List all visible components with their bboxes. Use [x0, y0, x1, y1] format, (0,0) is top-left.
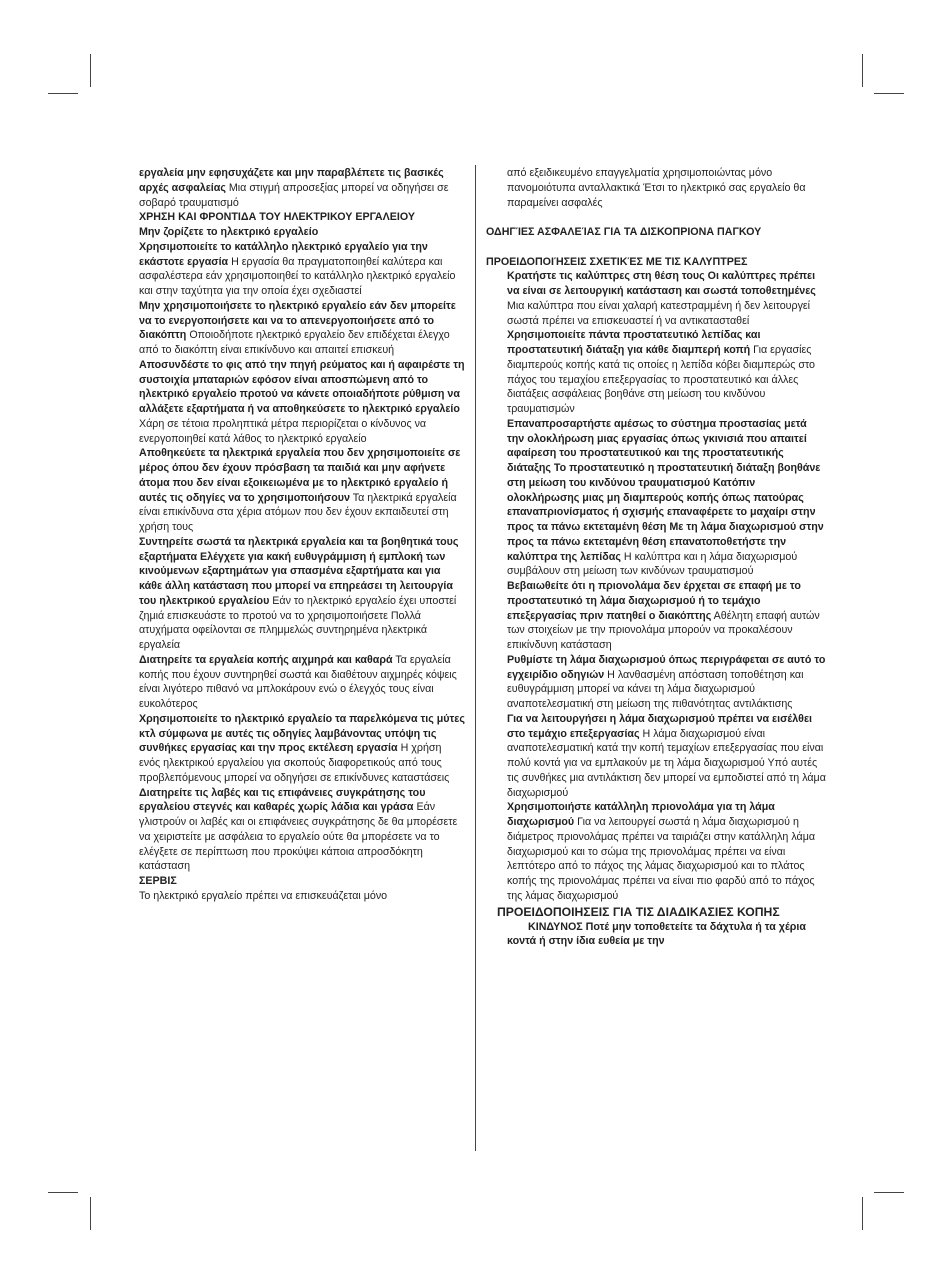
section-heading-table-saw: ΟΔΗΓΊΕΣ ΑΣΦΑΛΕΊΑΣ ΓΙΑ ΤΑ ΔΙΣΚΟΠΡΙΟΝΑ ΠΑΓΚΟΥ: [486, 226, 762, 238]
paragraph: Χρησιμοποιήστε κατάλληλη πριονολάμα για τη λάμα διαχωρισμού Για να λειτουργεί σωστά η λάμα διαχωρισμού η διάμετρος πριονολάμας πρέπει να ταιριάζει στην κατάλληλη λάμα διαχωρισμού και το σώμα της πριονολάμας πρέπει να είναι λεπτότερο από το πάχος της λάμας διαχωρισμού και το πλάτος κοπής της πριονολάμας πρέπει να είναι πιο φαρδύ από το πάχος της λάμας διαχωρισμού: [507, 801, 816, 902]
crop-mark-top-left: [90, 54, 91, 87]
paragraph: Για να λειτουργήσει η λάμα διαχωρισμού πρέπει να εισέλθει στο τεμάχιο επεξεργασίας Η λάμα διαχωρισμού είναι αναποτελεσματική κατά την κοπή τεμαχίων επεξεργασίας που είναι πολύ κοντά για να εμπλακούν με τη λάμα διαχωρισμού Υπό αυτές τις συνθήκες μια αντιλάκτιση δεν μπορεί να εμποδιστεί από τη λάμα διαχωρισμού: [507, 712, 826, 799]
left-column: [139, 166, 465, 904]
crop-mark-bottom-left: [90, 1197, 91, 1230]
paragraph: Αποθηκεύετε τα ηλεκτρικά εργαλεία που δεν χρησιμοποιείτε σε μέρος όπου δεν έχουν πρόσβαση τα παιδιά και μην αφήνετε άτομα που δεν είναι εξοικειωμένα με το ηλεκτρικό εργαλείο ή αυτές τις οδηγίες να το χρησιμοποιήσουν Τα ηλεκτρικά εργαλεία είναι επικίνδυνα στα χέρια ατόμων που δεν έχουν εκπαιδευτεί στη χρήση τους: [139, 447, 461, 533]
crop-mark-top-left-h: [48, 93, 78, 94]
paragraph: Συντηρείτε σωστά τα ηλεκτρικά εργαλεία και τα βοηθητικά τους εξαρτήματα Ελέγχετε για κακή ευθυγράμμιση ή εμπλοκή των κινούμενων εξαρτημάτων για σπασμένα εξαρτήματα και για κάθε άλλη κατάσταση που μπορεί να επηρεάσει τη λειτουργία του ηλεκτρικού εργαλείου Εάν το ηλεκτρικό εργαλείο έχει υποστεί ζημιά επισκευάστε το προτού να το χρησιμοποιήσετε Πολλά ατυχήματα οφείλονται σε πλημμελώς συντηρημένα ηλεκτρικά εργαλεία: [139, 535, 459, 651]
paragraph: Αποσυνδέστε το φις από την πηγή ρεύματος και ή αφαιρέστε τη συστοιχία μπαταριών εφόσον είναι αποσπώμενη από το ηλεκτρικό εργαλείο προτού να κάνετε οποιαδήποτε ρύθμιση να αλλάξετε εξαρτήματα ή να αποθηκεύσετε το ηλεκτρικό εργαλείο Χάρη σε τέτοια προληπτικά μέτρα περιορίζεται ο κίνδυνος να ενεργοποιηθεί κατά λάθος το ηλεκτρικό εργαλείο: [139, 358, 465, 445]
paragraph: Χρησιμοποιείτε το κατάλληλο ηλεκτρικό εργαλείο για την εκάστοτε εργασία Η εργασία θα πραγματοποιηθεί καλύτερα και ασφαλέστερα εάν χρησιμοποιηθεί το κατάλληλο ηλεκτρικό εργαλείο και στην ταχύτητα για την οποία έχει σχεδιαστεί: [139, 240, 456, 297]
section-heading-service: ΣΕΡΒΙΣ: [139, 875, 177, 887]
paragraph: Χρησιμοποιείτε πάντα προστατευτικό λεπίδας και προστατευτική διάταξη για κάθε διαμπερή κοπή Για εργασίες διαμπερούς κοπής κατά τις οποίες η λεπίδα κόβει διαμπερώς στο πάχος του τεμαχίου επεξεργασίας το προστατευτικό και άλλες διατάξεις ασφάλειας βοηθάνε στη μείωση του κινδύνου τραυματισμών: [507, 329, 816, 415]
paragraph: εργαλεία μην εφησυχάζετε και μην παραβλέπετε τις βασικές αρχές ασφαλείας Μια στιγμή απροσεξίας μπορεί να οδηγήσει σε σοβαρό τραυματισμό: [139, 167, 449, 209]
paragraph: Χρησιμοποιείτε το ηλεκτρικό εργαλείο τα παρελκόμενα τις μύτες κτλ σύμφωνα με αυτές τις οδηγίες λαμβάνοντας υπόψη τις συνθήκες εργασίας και την προς εκτέλεση εργασία Η χρήση ενός ηλεκτρικού εργαλείου για σκοπούς διαφορετικούς από τους προβλεπόμενους μπορεί να οδηγήσει σε επικίνδυνες καταστάσεις: [139, 712, 465, 784]
section-heading-usage-care: ΧΡΗΣΗ ΚΑΙ ΦΡΟΝΤΙΔΑ ΤΟΥ ΗΛΕΚΤΡΙΚΟΥ ΕΡΓΑΛΕΙΟΥ: [139, 211, 415, 224]
paragraph: Διατηρείτε τα εργαλεία κοπής αιχμηρά και καθαρά Τα εργαλεία κοπής που έχουν συντηρηθεί σωστά και διαθέτουν αιχμηρές κόψεις είναι λιγότερο πιθανό να μπλοκάρουν ενώ ο έλεγχός τους είναι ευκολότερος: [139, 653, 457, 710]
paragraph: Το ηλεκτρικό εργαλείο πρέπει να επισκευάζεται μόνο: [139, 889, 388, 902]
paragraph: Βεβαιωθείτε ότι η πριονολάμα δεν έρχεται σε επαφή με το προστατευτικό τη λάμα διαχωρισμού ή το τεμάχιο επεξεργασίας πριν πατηθεί ο διακόπτης Αθέλητη επαφή αυτών των στοιχείων με την πριονολάμα μπορούν να προκαλέσουν επικίνδυνη κατάσταση: [507, 580, 820, 651]
section-heading-cutting: ΠΡΟΕΙΔΟΠΟΙΗΣΕΙΣ ΓΙΑ ΤΙΣ ΔΙΑΔΙΚΑΣΙΕΣ ΚΟΠΗΣ: [497, 904, 780, 919]
crop-mark-top-right: [862, 54, 863, 87]
paragraph: Μην χρησιμοποιήσετε το ηλεκτρικό εργαλείο εάν δεν μπορείτε να το ενεργοποιήσετε και να το απενεργοποιήσετε από το διακόπτη Οποιοδήποτε ηλεκτρικό εργαλείο δεν επιδέχεται έλεγχο από το διακόπτη είναι επικίνδυνο και απαιτεί επισκευή: [139, 299, 456, 356]
section-heading-guards: ΠΡΟΕΙΔΟΠΟΙΉΣΕΙΣ ΣΧΕΤΙΚΈΣ ΜΕ ΤΙΣ ΚΑΛΥΠΤΡΕΣ: [486, 255, 748, 268]
paragraph: Κρατήστε τις καλύπτρες στη θέση τους Οι καλύπτρες πρέπει να είναι σε λειτουργική κατάσταση και σωστά τοποθετημένες Μια καλύπτρα που είναι χαλαρή κατεστραμμένη ή δεν λειτουργεί σωστά πρέπει να επισκευαστεί ή να αντικατασταθεί: [507, 270, 816, 327]
crop-mark-bottom-left-h: [48, 1192, 78, 1193]
paragraph-intro: από εξειδικευμένο επαγγελματία χρησιμοποιώντας μόνο πανομοιότυπα ανταλλακτικά Έτσι το ηλεκτρικό σας εργαλείο θα παραμείνει ασφαλές: [507, 167, 806, 209]
crop-mark-bottom-right-h: [874, 1192, 904, 1193]
paragraph: Μην ζορίζετε το ηλεκτρικό εργαλείο: [139, 226, 319, 238]
crop-mark-bottom-right: [862, 1197, 863, 1230]
danger-paragraph: ΚΙΝΔΥΝΟΣ Ποτέ μην τοποθετείτε τα δάχτυλα ή τα χέρια κοντά ή στην ίδια ευθεία με την: [507, 920, 806, 948]
paragraph: Διατηρείτε τις λαβές και τις επιφάνειες συγκράτησης του εργαλείου στεγνές και καθαρές χωρίς λάδια και γράσα Εάν γλιστρούν οι λαβές και οι επιφάνειες συγκράτησης δε θα μπορέσετε να χειριστείτε με ασφάλεια το εργαλείο ούτε θα μπορέσετε να το ελέγξετε σε περίπτωση που προκύψει κάποια απροσδόκητη κατάσταση: [139, 786, 458, 873]
paragraph: Ρυθμίστε τη λάμα διαχωρισμού όπως περιγράφεται σε αυτό το εγχειρίδιο οδηγιών Η λανθασμένη απόσταση τοποθέτηση και ευθυγράμμιση μπορεί να κάνει τη λάμα διαχωρισμού αναποτελεσματική στη μείωση της πιθανότητας αντιλάκτισης: [507, 653, 826, 710]
crop-mark-top-right-h: [874, 93, 904, 94]
column-divider: [475, 165, 476, 1151]
right-column: [486, 166, 826, 949]
paragraph: Επαναπροσαρτήστε αμέσως το σύστημα προστασίας μετά την ολοκλήρωση μιας εργασίας όπως γκινισιά που απαιτεί αφαίρεση του προστατευτικού και της προστατευτικής διάταξης Το προστατευτικό η προστατευτική διάταξη βοηθάνε στη μείωση του κινδύνου τραυματισμού Κατόπιν ολοκλήρωσης μιας μη διαμπερούς κοπής όπως πατούρας επαναπριονίσματος ή σχισμής επαναφέρετε το μαχαίρι στην προς τα πάνω εκτεταμένη θέση Με τη λάμα διαχωρισμού στην προς τα πάνω εκτεταμένη θέση επανατοποθετήστε την καλύπτρα της λεπίδας Η καλύπτρα και η λάμα διαχωρισμού συμβάλουν στη μείωση των κινδύνων τραυματισμού: [507, 417, 824, 578]
